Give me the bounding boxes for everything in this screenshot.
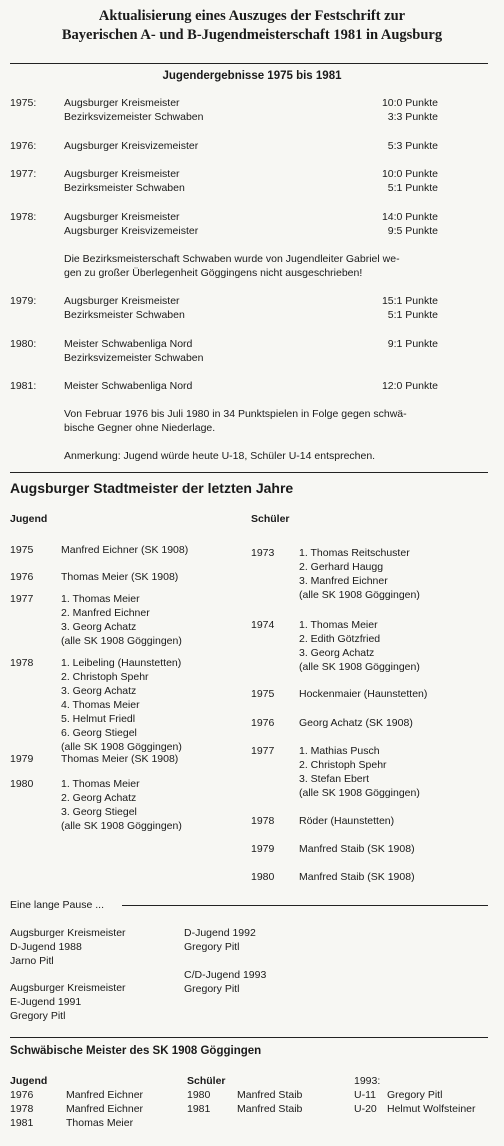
result-text: Meister Schwabenliga Nord Bezirksvizemeister Schwaben: [64, 338, 204, 364]
list-item-text: 1. Thomas Meier 2. Georg Achatz 3. Georg Stiegel (alle SK 1908 Göggingen): [61, 778, 182, 832]
list-item-text: 1. Mathias Pusch 2. Christoph Spehr 3. Stefan Ebert (alle SK 1908 Göggingen): [299, 745, 420, 799]
list-item-year: 1975: [10, 544, 34, 556]
result-points: 5:3 Punkte: [387, 140, 438, 152]
result-year: 1981:: [10, 380, 37, 392]
list-item-year: 1977: [10, 593, 34, 605]
list-item-cat: U-11: [354, 1089, 376, 1101]
results-heading: Jugendergebnisse 1975 bis 1981: [162, 70, 342, 82]
list-item-year: 1976: [10, 571, 34, 583]
list-item-year: 1981: [187, 1103, 211, 1115]
list-item-text: 1. Leibeling (Haunstetten) 2. Christoph Spehr 3. Georg Achatz 4. Thomas Meier 5. Helmut Friedl 6. Georg Stiegel (alle SK 1908 Göggingen): [61, 657, 182, 753]
result-points: 9:1 Punkte: [387, 338, 438, 350]
pause-label: Eine lange Pause ...: [10, 899, 104, 911]
result-text: Augsburger Kreisvizemeister: [64, 140, 199, 152]
list-item-text: Thomas Meier (SK 1908): [61, 753, 179, 765]
list-item-year: 1976: [10, 1089, 34, 1101]
list-item-year: 1978: [251, 815, 275, 827]
list-item-text: Manfred Staib (SK 1908): [299, 871, 415, 883]
jugend-label: Jugend: [10, 513, 48, 525]
list-item-name: Manfred Eichner: [66, 1089, 144, 1101]
schwaben-schueler-label: Schüler: [187, 1075, 226, 1087]
list-item-text: Thomas Meier (SK 1908): [61, 571, 179, 583]
pause-right-2: C/D-Jugend 1993 Gregory Pitl: [184, 969, 267, 995]
list-item-text: 1. Thomas Meier 2. Edith Götzfried 3. Georg Achatz (alle SK 1908 Göggingen): [299, 619, 420, 673]
list-item-year: 1979: [10, 753, 34, 765]
result-points: 10:0 Punkte 5:1 Punkte: [381, 168, 438, 194]
list-item-year: 1978: [10, 657, 34, 669]
list-item-year: 1974: [251, 619, 275, 631]
pause-right-1: D-Jugend 1992 Gregory Pitl: [184, 927, 256, 953]
list-item-name: Thomas Meier: [66, 1117, 134, 1129]
list-item-name: Helmut Wolfsteiner: [387, 1103, 476, 1115]
list-item-year: 1980: [251, 871, 275, 883]
schwaben-1993-label: 1993:: [354, 1075, 381, 1087]
list-item-name: Manfred Staib: [237, 1103, 303, 1115]
note-1978: Die Bezirksmeisterschaft Schwaben wurde von Jugendleiter Gabriel we- gen zu großer Überlegenheit Göggingens nicht ausgeschrieben!: [64, 253, 400, 279]
result-points: 15:1 Punkte 5:1 Punkte: [381, 295, 438, 321]
result-text: Augsburger Kreismeister Bezirksmeister Schwaben: [64, 168, 185, 194]
document-title-line-2: Bayerischen A- und B-Jugendmeisterschaft 1981 in Augsburg: [61, 27, 443, 43]
list-item-year: 1976: [251, 717, 275, 729]
stadtmeister-heading: Augsburger Stadtmeister der letzten Jahre: [10, 480, 294, 496]
remark: Anmerkung: Jugend würde heute U-18, Schüler U-14 entsprechen.: [64, 450, 376, 462]
schueler-label: Schüler: [251, 513, 290, 525]
list-item-year: 1980: [10, 778, 34, 790]
result-text: Augsburger Kreismeister Augsburger Kreisvizemeister: [64, 211, 199, 237]
list-item-year: 1977: [251, 745, 275, 757]
list-item-text: Röder (Haunstetten): [299, 815, 395, 827]
list-item-cat: U-20: [354, 1103, 377, 1115]
schwaben-heading: Schwäbische Meister des SK 1908 Göggingen: [10, 1045, 262, 1057]
result-year: 1975:: [10, 97, 37, 109]
schwaben-jugend-label: Jugend: [10, 1075, 48, 1087]
list-item-name: Gregory Pitl: [387, 1089, 443, 1101]
result-points: 12:0 Punkte: [381, 380, 438, 392]
result-year: 1977:: [10, 168, 37, 180]
divider: [10, 1037, 488, 1038]
list-item-text: Manfred Eichner (SK 1908): [61, 544, 189, 556]
list-item-year: 1979: [251, 843, 275, 855]
divider: [122, 905, 488, 906]
divider: [10, 63, 488, 64]
list-item-name: Manfred Eichner: [66, 1103, 144, 1115]
result-year: 1976:: [10, 140, 37, 152]
list-item-year: 1981: [10, 1117, 34, 1129]
document-title-line-1: Aktualisierung eines Auszuges der Festschrift zur: [98, 8, 406, 24]
list-item-year: 1975: [251, 688, 275, 700]
list-item-text: 1. Thomas Reitschuster 2. Gerhard Haugg 3. Manfred Eichner (alle SK 1908 Göggingen): [299, 547, 420, 601]
list-item-text: 1. Thomas Meier 2. Manfred Eichner 3. Georg Achatz (alle SK 1908 Göggingen): [61, 593, 182, 647]
note-1981: Von Februar 1976 bis Juli 1980 in 34 Punktspielen in Folge gegen schwä- bische Gegner ohne Niederlage.: [64, 408, 407, 434]
divider: [10, 472, 488, 473]
list-item-year: 1973: [251, 547, 275, 559]
list-item-text: Manfred Staib (SK 1908): [299, 843, 415, 855]
list-item-text: Hockenmaier (Haunstetten): [299, 688, 428, 700]
result-year: 1979:: [10, 295, 37, 307]
result-text: Meister Schwabenliga Nord: [64, 380, 193, 392]
result-points: 14:0 Punkte 9:5 Punkte: [381, 211, 438, 237]
result-points: 10:0 Punkte 3:3 Punkte: [381, 97, 438, 123]
list-item-year: 1978: [10, 1103, 34, 1115]
pause-left-2: Augsburger Kreismeister E-Jugend 1991 Gregory Pitl: [10, 982, 126, 1022]
result-text: Augsburger Kreismeister Bezirksmeister Schwaben: [64, 295, 185, 321]
list-item-year: 1980: [187, 1089, 211, 1101]
list-item-text: Georg Achatz (SK 1908): [299, 717, 413, 729]
pause-left-1: Augsburger Kreismeister D-Jugend 1988 Jarno Pitl: [10, 927, 126, 967]
result-year: 1980:: [10, 338, 37, 350]
result-text: Augsburger Kreismeister Bezirksvizemeister Schwaben: [64, 97, 204, 123]
result-year: 1978:: [10, 211, 37, 223]
list-item-name: Manfred Staib: [237, 1089, 303, 1101]
